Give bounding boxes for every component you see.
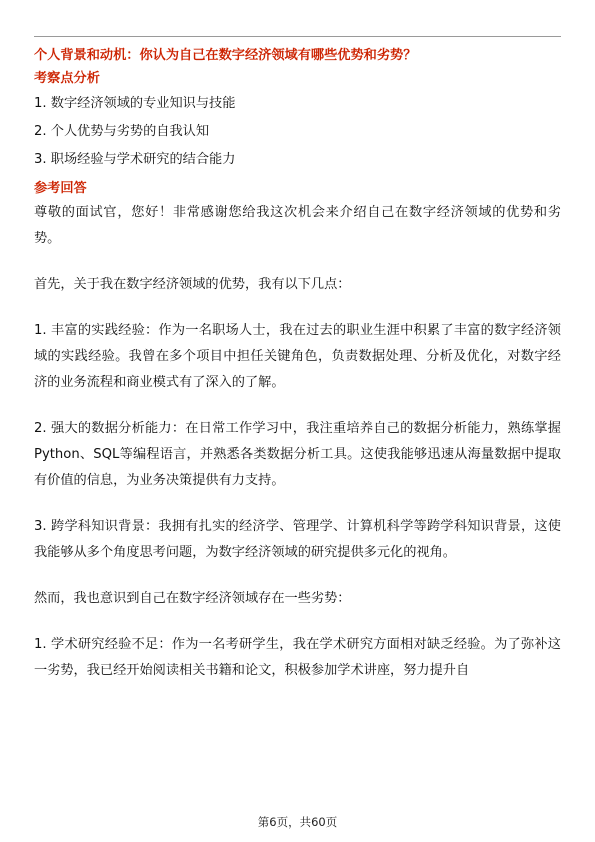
- answer-paragraph: 尊敬的面试官，您好！非常感谢您给我这次机会来介绍自己在数字经济领域的优势和劣势。: [34, 205, 561, 246]
- answer-paragraph: 3. 跨学科知识背景：我拥有扎实的经济学、管理学、计算机科学等跨学科知识背景，这使我能够从多个角度思考问题，为数字经济领域的研究提供多元化的视角。: [34, 519, 561, 560]
- analysis-point: 2. 个人优势与劣势的自我认知: [34, 124, 210, 139]
- page-number: 第6页，共60页: [257, 815, 338, 829]
- analysis-point: 1. 数字经济领域的专业知识与技能: [34, 96, 236, 111]
- analysis-heading: 考察点分析: [34, 71, 100, 86]
- page-content: [34, 44, 561, 684]
- answer-paragraph: 然而，我也意识到自己在数字经济领域存在一些劣势：: [34, 591, 351, 606]
- answer-heading: 参考回答: [34, 181, 87, 196]
- answer-paragraph: 1. 丰富的实践经验：作为一名职场人士，我在过去的职业生涯中积累了丰富的数字经济领域的实践经验。我曾在多个项目中担任关键角色，负责数据处理、分析及优化，对数字经济的业务流程和商业模式有了深入的了解。: [34, 323, 561, 390]
- analysis-point: 3. 职场经验与学术研究的结合能力: [34, 152, 236, 167]
- answer-paragraph: 2. 强大的数据分析能力：在日常工作学习中，我注重培养自己的数据分析能力，熟练掌握Python、SQL等编程语言，并熟悉各类数据分析工具。这使我能够迅速从海量数据中提取有价值的信息，为业务决策提供有力支持。: [34, 421, 561, 488]
- question-title: 个人背景和动机：你认为自己在数字经济领域有哪些优势和劣势？: [34, 48, 417, 63]
- analysis-list: [34, 90, 561, 174]
- answer-body: [34, 200, 561, 684]
- header-rule: [34, 36, 561, 37]
- answer-paragraph: 1. 学术研究经验不足：作为一名考研学生，我在学术研究方面相对缺乏经验。为了弥补这一劣势，我已经开始阅读相关书籍和论文，积极参加学术讲座，努力提升自: [34, 637, 561, 678]
- answer-paragraph: 首先，关于我在数字经济领域的优势，我有以下几点：: [34, 277, 351, 292]
